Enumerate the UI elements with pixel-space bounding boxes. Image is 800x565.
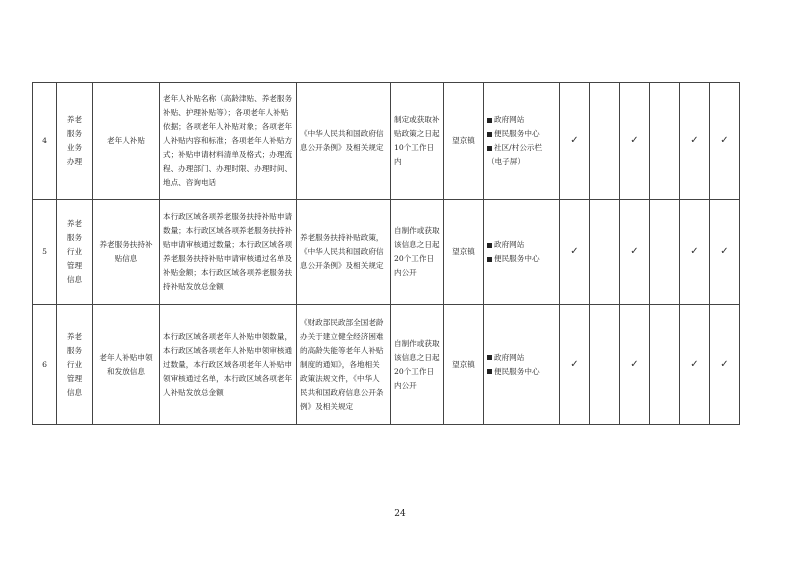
- check-cell: ✓: [710, 83, 740, 200]
- square-bullet-icon: [487, 132, 492, 137]
- basis-cell: 《财政部民政部全国老龄办关于建立健全经济困难的高龄失能等老年人补贴制度的通知》，各地相关政策法规文件，《中华人民共和国政府信息公开条例》及相关规定: [297, 305, 391, 425]
- time-cell: 制定或获取补贴政策之日起10个工作日内: [391, 83, 444, 200]
- check-cell: ✓: [620, 200, 650, 305]
- square-bullet-icon: [487, 355, 492, 360]
- square-bullet-icon: [487, 118, 492, 123]
- time-cell: 自制作或获取该信息之日起20个工作日内公开: [391, 305, 444, 425]
- check-cell: ✓: [620, 83, 650, 200]
- content-cell: 老年人补贴名称（高龄津贴、养老服务补贴、护理补贴等）；各项老年人补贴依据；各项老年人补贴对象；各项老年人补贴内容和标准；各项老年人补贴方式；补贴申请材料清单及格式；办理流程、办理部门、办理时限、办理时间、地点、咨询电话: [160, 83, 297, 200]
- content-cell: 本行政区域各项老年人补贴申领数量，本行政区域各项老年人补贴申领审核通过数量，本行政区域各项老年人补贴申领审核通过名单，本行政区域各项老年人补贴发放总金额: [160, 305, 297, 425]
- check-cell: [590, 200, 620, 305]
- time-cell: 自制作或获取该信息之日起20个工作日内公开: [391, 200, 444, 305]
- disclosure-table: [32, 82, 740, 425]
- channel-item: 政府网站: [487, 113, 556, 127]
- channel-cell: [484, 83, 560, 200]
- page-number: 24: [394, 509, 406, 519]
- table-row: [33, 200, 740, 305]
- item-cell: 老年人补贴: [93, 83, 160, 200]
- table-row: [33, 83, 740, 200]
- row-number: 4: [33, 83, 57, 200]
- check-cell: ✓: [680, 83, 710, 200]
- channel-cell: [484, 200, 560, 305]
- content-cell: 本行政区域各项养老服务扶持补贴申请数量；本行政区域各项养老服务扶持补贴申请审核通过数量；本行政区域各项养老服务扶持补贴申请审核通过名单及补贴金额；本行政区域各项养老服务扶持补贴发放总金额: [160, 200, 297, 305]
- basis-cell: 养老服务扶持补贴政策，《中华人民共和国政府信息公开条例》及相关规定: [297, 200, 391, 305]
- check-cell: [590, 305, 620, 425]
- subject-cell: 望京镇: [444, 83, 484, 200]
- category-cell: 养老 服务 业务 办理: [57, 83, 93, 200]
- basis-cell: 《中华人民共和国政府信息公开条例》及相关规定: [297, 83, 391, 200]
- channel-item: 社区/村公示栏（电子屏）: [487, 143, 543, 166]
- item-cell: 养老服务扶持补贴信息: [93, 200, 160, 305]
- square-bullet-icon: [487, 146, 492, 151]
- subject-cell: 望京镇: [444, 305, 484, 425]
- check-cell: ✓: [710, 200, 740, 305]
- check-cell: [650, 83, 680, 200]
- row-number: 6: [33, 305, 57, 425]
- check-cell: [590, 83, 620, 200]
- check-cell: ✓: [710, 305, 740, 425]
- item-cell: 老年人补贴申领和发放信息: [93, 305, 160, 425]
- channel-item: 便民服务中心: [487, 365, 556, 379]
- check-cell: [650, 200, 680, 305]
- square-bullet-icon: [487, 257, 492, 262]
- square-bullet-icon: [487, 243, 492, 248]
- table-row: [33, 305, 740, 425]
- channel-item: 便民服务中心: [487, 127, 556, 141]
- check-cell: ✓: [680, 200, 710, 305]
- check-cell: ✓: [560, 83, 590, 200]
- check-cell: ✓: [620, 305, 650, 425]
- subject-cell: 望京镇: [444, 200, 484, 305]
- check-cell: ✓: [560, 200, 590, 305]
- channel-cell: [484, 305, 560, 425]
- check-cell: ✓: [680, 305, 710, 425]
- square-bullet-icon: [487, 369, 492, 374]
- category-cell: 养老 服务 行业 管理 信息: [57, 200, 93, 305]
- row-number: 5: [33, 200, 57, 305]
- category-cell: 养老 服务 行业 管理 信息: [57, 305, 93, 425]
- channel-item: 政府网站: [487, 351, 556, 365]
- channel-item: 便民服务中心: [487, 252, 556, 266]
- channel-item: 政府网站: [487, 238, 556, 252]
- check-cell: ✓: [560, 305, 590, 425]
- check-cell: [650, 305, 680, 425]
